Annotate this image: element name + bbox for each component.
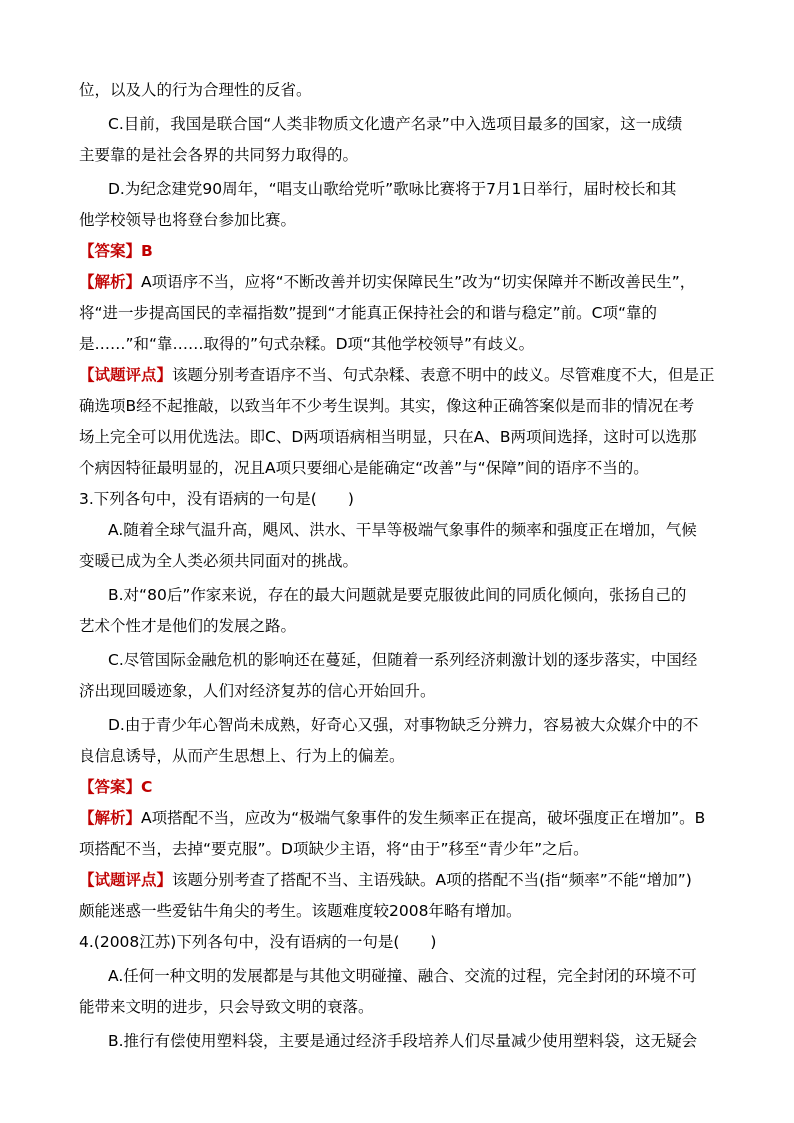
option-c-line: C.目前，我国是联合国“人类非物质文化遗产名录”中入选项目最多的国家，这一成绩 [108,115,683,133]
analysis-text: A项搭配不当，应改为“极端气象事件的发生频率正在提高，破坏强度正在增加”。B [141,809,706,827]
comment-text: 该题分别考查语序不当、句式杂糅、表意不明中的歧义。尽管难度不大，但是正 [172,366,715,384]
answer-value: C [141,778,153,796]
analysis-tag: 【解析】 [79,273,142,291]
option-b-line: B.推行有偿使用塑料袋，主要是通过经济手段培养人们尽量减少使用塑料袋，这无疑会 [108,1032,698,1050]
comment-line [79,365,719,385]
text-line: 确选项B经不起推敲，以致当年不少考生误判。其实，像这种正确答案似是而非的情况在考 [79,397,695,415]
answer-tag: 【答案】 [79,242,142,260]
text-line: 个病因特征最明显的，况且A项只要细心是能确定“改善”与“保障”间的语序不当的。 [79,459,649,477]
question-4-line: 4.(2008江苏)下列各句中，没有语病的一句是( ) [79,933,437,951]
option-c-line: C.尽管国际金融危机的影响还在蔓延，但随着一系列经济刺激计划的逐步落实，中国经 [108,651,698,669]
option-d-line: D.由于青少年心智尚未成熟，好奇心又强，对事物缺乏分辨力，容易被大众媒介中的不 [108,716,699,734]
option-b-line: B.对“80后”作家来说，存在的最大问题就是要克服彼此间的同质化倾向，张扬自己的 [108,586,687,604]
text-line: 颇能迷惑一些爱钻牛角尖的考生。该题难度较2008年略有增加。 [79,902,522,920]
option-d-line: D.为纪念建党90周年，“唱支山歌给党听”歌咏比赛将于7月1日举行，届时校长和其 [108,180,677,198]
text-line: 艺术个性才是他们的发展之路。 [79,617,297,635]
option-a-line: A.随着全球气温升高，飓风、洪水、干旱等极端气象事件的频率和强度正在增加，气候 [108,521,697,539]
comment-text: 该题分别考查了搭配不当、主语残缺。A项的搭配不当(指“频率”不能“增加”) [172,871,692,889]
text-line: 主要靠的是社会各界的共同努力取得的。 [79,146,359,164]
option-a-line: A.任何一种文明的发展都是与其他文明碰撞、融合、交流的过程，完全封闭的环境不可 [108,967,697,985]
text-line: 是……”和“靠……取得的”句式杂糅。D项“其他学校领导”有歧义。 [79,335,535,353]
comment-tag: 【试题评点】 [79,871,173,889]
text-line: 变暖已成为全人类必须共同面对的挑战。 [79,552,359,570]
analysis-line [79,272,719,292]
answer-tag: 【答案】 [79,778,142,796]
text-line: 项搭配不当，去掉“要克服”。D项缺少主语，将“由于”移至“青少年”之后。 [79,840,589,858]
text-line: 场上完全可以用优选法。即C、D两项语病相当明显，只在A、B两项间选择，这时可以选那 [79,428,697,446]
text-line: 他学校领导也将登台参加比赛。 [79,211,297,229]
answer-line [79,241,719,261]
question-3-line: 3.下列各句中，没有语病的一句是( ) [79,490,354,508]
text-line: 位，以及人的行为合理性的反省。 [79,81,312,99]
analysis-text: A项语序不当，应将“不断改善并切实保障民生”改为“切实保障并不断改善民生”， [141,273,696,291]
comment-line [79,870,719,890]
text-line: 能带来文明的进步，只会导致文明的衰落。 [79,998,374,1016]
answer-line [79,777,719,797]
text-line: 济出现回暖迹象，人们对经济复苏的信心开始回升。 [79,682,436,700]
comment-tag: 【试题评点】 [79,366,173,384]
text-line: 将“进一步提高国民的幸福指数”提到“才能真正保持社会的和谐与稳定”前。C项“靠的 [79,304,657,322]
answer-value: B [141,242,153,260]
analysis-line [79,808,719,828]
analysis-tag: 【解析】 [79,809,142,827]
text-line: 良信息诱导，从而产生思想上、行为上的偏差。 [79,747,405,765]
